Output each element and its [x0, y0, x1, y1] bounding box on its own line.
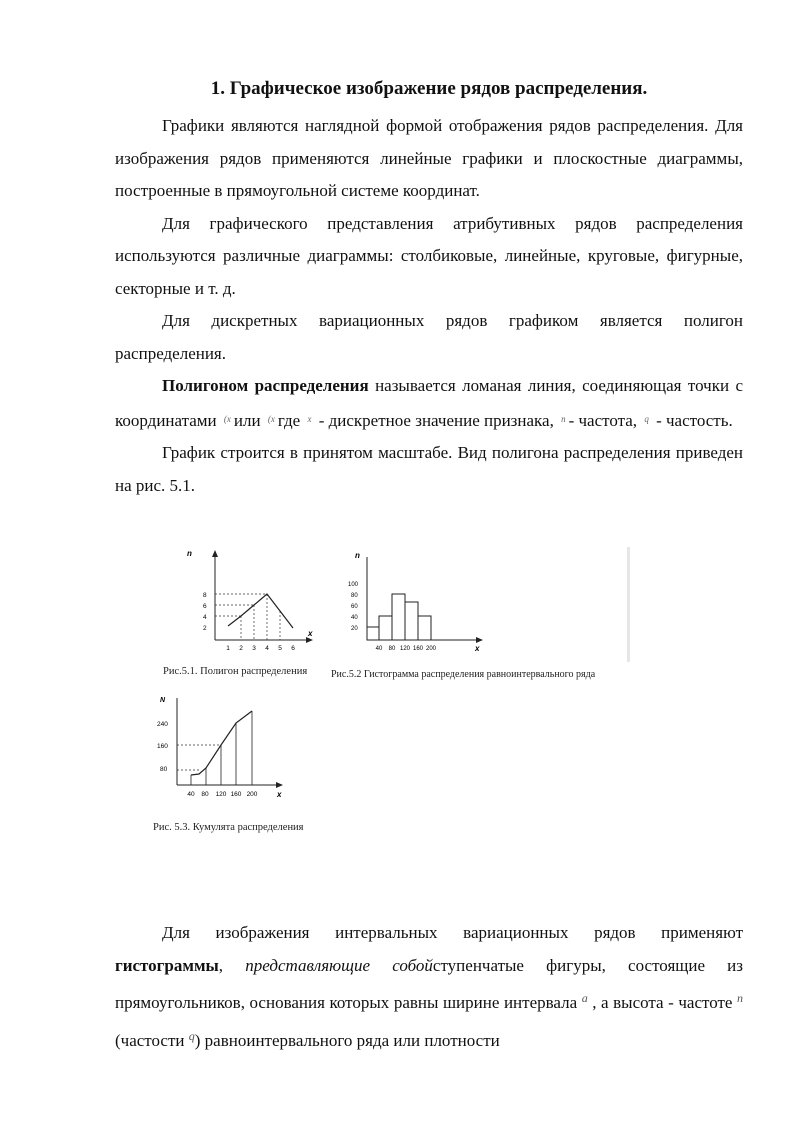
cumulative-xtick: 160: [230, 791, 242, 798]
polygon-xtick: 2: [239, 645, 243, 652]
histogram-bar: [367, 627, 379, 640]
histogram-y-axis-label: n: [355, 551, 360, 560]
figure-histogram: [345, 547, 635, 662]
cumulative-ytick: 240: [157, 721, 168, 728]
polygon-ytick: 6: [203, 603, 207, 610]
paragraph-scale: График строится в принятом масштабе. Вид полигона распределения приведен на рис. 5.1.: [115, 443, 743, 495]
histogram-ytick: 40: [351, 615, 358, 621]
term-representing: представляющие собой: [245, 955, 433, 975]
paragraph-graphs: Графики являются наглядной формой отображения рядов распределения. Для изображения рядов применяются линейные графики и плоскостные диаграммы, построенные в прямоугольной системе координат.: [115, 116, 743, 200]
histogram-ytick: 100: [348, 582, 359, 588]
polygon-xtick: 5: [278, 645, 282, 652]
paragraph-discrete-series: Для дискретных вариационных рядов графиком является полигон распределения.: [115, 311, 743, 363]
histogram-ytick: 80: [351, 593, 358, 599]
histogram-ytick: 20: [351, 626, 358, 632]
polygon-xtick: 4: [265, 645, 269, 652]
polygon-xtick: 6: [291, 645, 295, 652]
symbol-qi: q: [644, 413, 649, 424]
cumulative-xtick: 80: [201, 791, 209, 798]
paragraph-attribute-series: Для графического представления атрибутивных рядов распределения используются различные диаграммы: столбиковые, линейные, круговые, фигурные, секторные и т. д.: [115, 213, 743, 298]
figure-polygon-caption: Рис.5.1. Полигон распределения: [163, 666, 308, 677]
polygon-line: [228, 594, 293, 628]
histogram-xtick: 80: [388, 646, 396, 652]
polygon-ytick: 4: [203, 614, 207, 621]
histogram-bar: [405, 602, 418, 640]
figures-block: [115, 542, 743, 897]
histogram-xtick: 160: [412, 646, 424, 652]
term-polygon: Полигоном распределения: [162, 376, 369, 395]
section-heading: 1. Графическое изображение рядов распределения.: [210, 78, 648, 99]
figure-histogram-caption: Рис.5.2 Гистограмма распределения равноинтервального ряда: [331, 669, 596, 680]
cumulative-x-axis-label: x: [277, 790, 282, 799]
formula-xi-ni: (x: [223, 413, 231, 424]
document-page: [115, 70, 743, 1057]
cumulative-xtick: 40: [187, 791, 195, 798]
polygon-y-axis-label: n: [187, 549, 192, 558]
symbol-ai: a: [581, 991, 588, 1005]
histogram-x-axis-label: x: [475, 644, 480, 653]
symbol-xi: x: [307, 413, 312, 424]
polygon-xtick: 1: [226, 645, 230, 652]
cumulative-line: [191, 711, 252, 775]
symbol-ni: n: [561, 413, 566, 424]
histogram-xtick: 40: [375, 646, 383, 652]
cumulative-ytick: 80: [160, 766, 168, 773]
cumulative-xtick: 200: [246, 791, 258, 798]
cumulative-y-axis-label: N: [160, 697, 166, 704]
histogram-ytick: 60: [351, 604, 358, 610]
symbol-ni: n: [737, 991, 743, 1005]
symbol-qi: q: [188, 1028, 195, 1043]
histogram-bar: [379, 616, 392, 640]
cumulative-ytick: 160: [157, 743, 168, 750]
paragraph-polygon-definition: Полигоном распределения называется ломаная линия, соединяющая точки с координатами $^{(x}$ или $^{(x}$ где $^x$ - дискретное значение признака, $^n$ - частота, $^q$ - частость.: [115, 376, 743, 430]
figure-cumulative-caption: Рис. 5.3. Кумулята распределения: [153, 822, 304, 833]
figure-polygon: [165, 542, 330, 662]
histogram-bar: [418, 616, 431, 640]
histogram-xtick: 200: [425, 646, 437, 652]
term-histograms: гистограммы: [115, 955, 219, 975]
paragraph-histograms: Для изображения интервальных вариационных рядов применяют гистограммы, представляющие собойступенчатые фигуры, состоящие из прямоугольников, основания которых равны ширине интервала $^a$ , а высота - частоте $^n$ (частости $^q$) равноинтервального ряда или плотности: [115, 923, 743, 1050]
polygon-x-axis-label: x: [308, 629, 313, 638]
polygon-xtick: 3: [252, 645, 256, 652]
figure-cumulative: [155, 690, 305, 810]
histogram-xtick: 120: [399, 646, 411, 652]
polygon-ytick: 8: [203, 592, 207, 599]
polygon-ytick: 2: [203, 625, 207, 632]
histogram-bar: [392, 594, 405, 640]
formula-xi-qi: (x: [267, 413, 275, 424]
cumulative-xtick: 120: [215, 791, 227, 798]
